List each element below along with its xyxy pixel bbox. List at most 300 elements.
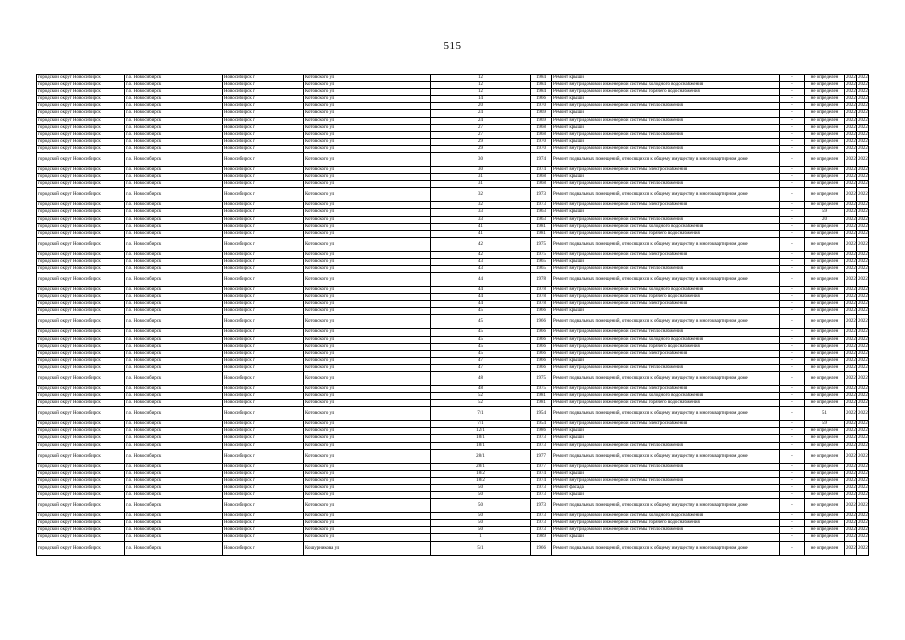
table-row: [37, 138, 869, 145]
start-year-cell: 2022: [846, 343, 856, 349]
mark-cell: -: [780, 463, 805, 470]
mark-cell: -: [780, 209, 805, 216]
street-cell: Котовского ул: [304, 153, 431, 167]
street-cell: Котовского ул: [304, 174, 431, 181]
area-cell: городской округ Новосибирск: [37, 273, 125, 287]
end-year-cell: 2022: [858, 89, 868, 95]
work-type-cell: Ремонт внутридомовой инженерной системы электроснабжения: [552, 301, 780, 308]
year-built-cell: 1966: [531, 343, 552, 350]
area-cell: городской округ Новосибирск: [37, 258, 125, 265]
urban-district-cell: г.о. Новосибирск: [125, 75, 223, 82]
urban-district-cell: г.о. Новосибирск: [125, 89, 223, 96]
year-built-cell: 1973: [531, 202, 552, 209]
table-row: [37, 421, 869, 428]
year-built-cell: 1966: [531, 329, 552, 336]
area-cell: городской округ Новосибирск: [37, 484, 125, 491]
end-year-cell: 2022: [858, 181, 868, 187]
area-cell: городской округ Новосибирск: [37, 209, 125, 216]
house-number-cell: 45: [431, 308, 531, 315]
area-cell: городской округ Новосибирск: [37, 82, 125, 89]
city-cell: Новосибирск г: [223, 449, 304, 463]
city-cell: Новосибирск г: [223, 428, 304, 435]
year-built-cell: 1989: [531, 534, 552, 541]
work-type-cell: Ремонт крыши: [552, 110, 780, 117]
city-cell: Новосибирск г: [223, 287, 304, 294]
table-row: [37, 315, 869, 329]
mark-cell: -: [780, 449, 805, 463]
mark-cell: -: [780, 265, 805, 272]
work-type-cell: Ремонт внутридомовой инженерной системы теплоснабжения: [552, 463, 780, 470]
end-year-cell: 2022: [858, 216, 868, 222]
mark-cell: -: [780, 258, 805, 265]
year-built-cell: 1968: [531, 174, 552, 181]
street-cell: Котовского ул: [304, 273, 431, 287]
start-year-cell: 2022: [846, 534, 856, 540]
area-cell: городской округ Новосибирск: [37, 527, 125, 534]
end-year-cell: 2022: [858, 301, 868, 307]
mark-cell: -: [780, 167, 805, 174]
house-number-cell: 31: [431, 174, 531, 181]
house-number-cell: 18/1: [431, 442, 531, 449]
mark-cell: -: [780, 287, 805, 294]
cost-cell: не определен: [805, 463, 845, 470]
year-built-cell: 1981: [531, 400, 552, 407]
table-row: [37, 357, 869, 364]
area-cell: городской округ Новосибирск: [37, 131, 125, 138]
urban-district-cell: г.о. Новосибирск: [125, 527, 223, 534]
urban-district-cell: г.о. Новосибирск: [125, 393, 223, 400]
house-number-cell: 33: [431, 209, 531, 216]
urban-district-cell: г.о. Новосибирск: [125, 308, 223, 315]
end-year-cell: 2022: [858, 527, 868, 533]
work-type-cell: Ремонт внутридомовой инженерной системы электроснабжения: [552, 350, 780, 357]
area-cell: городской округ Новосибирск: [37, 449, 125, 463]
year-built-cell: 1973: [531, 188, 552, 202]
street-cell: Котовского ул: [304, 442, 431, 449]
start-year-cell: 2022: [846, 103, 856, 109]
work-type-cell: Ремонт внутридомовой инженерной системы горячего водоснабжения: [552, 294, 780, 301]
end-year-cell: 2022: [858, 470, 868, 476]
street-cell: Котовского ул: [304, 329, 431, 336]
street-cell: Котовского ул: [304, 138, 431, 145]
year-built-cell: 1981: [531, 230, 552, 237]
end-year-cell: 2022: [858, 209, 868, 215]
urban-district-cell: г.о. Новосибирск: [125, 484, 223, 491]
work-type-cell: Ремонт внутридомовой инженерной системы холодного водоснабжения: [552, 513, 780, 520]
area-cell: городской округ Новосибирск: [37, 294, 125, 301]
work-type-cell: Ремонт внутридомовой инженерной системы горячего водоснабжения: [552, 400, 780, 407]
end-year-cell: 2022: [858, 124, 868, 130]
end-year-cell: 2022: [858, 138, 868, 144]
work-type-cell: Ремонт внутридомовой инженерной системы теплоснабжения: [552, 329, 780, 336]
end-year-cell: 2022: [857, 541, 869, 555]
start-year-cell: 2022: [846, 350, 856, 356]
end-year-cell: 2022: [857, 273, 869, 287]
end-year-cell: 2022: [858, 223, 868, 229]
house-number-cell: 41: [431, 223, 531, 230]
start-year-cell: 2022: [846, 138, 856, 144]
end-year-cell: 2022: [858, 145, 868, 151]
table-row: [37, 294, 869, 301]
start-year-cell: 2022: [846, 492, 856, 498]
start-year-cell: 2022: [846, 393, 856, 399]
city-cell: Новосибирск г: [223, 477, 304, 484]
start-year-cell: 2022: [846, 223, 856, 229]
work-type-cell: Ремонт внутридомовой инженерной системы горячего водоснабжения: [552, 230, 780, 237]
work-type-cell: Ремонт крыши: [552, 357, 780, 364]
mark-cell: -: [780, 329, 805, 336]
city-cell: Новосибирск г: [223, 230, 304, 237]
street-cell: Котовского ул: [304, 301, 431, 308]
work-type-cell: Ремонт подвальных помещений, относящихся к общему имуществу в многоквартирном доме: [552, 273, 780, 287]
city-cell: Новосибирск г: [223, 145, 304, 152]
mark-cell: -: [780, 117, 805, 124]
street-cell: Котовского ул: [304, 470, 431, 477]
area-cell: городской округ Новосибирск: [37, 520, 125, 527]
mark-cell: -: [780, 534, 805, 541]
work-type-cell: Ремонт крыши: [552, 534, 780, 541]
end-year-cell: 2022: [858, 520, 868, 526]
area-cell: городской округ Новосибирск: [37, 372, 125, 386]
year-built-cell: 1973: [531, 484, 552, 491]
work-type-cell: Ремонт крыши: [552, 96, 780, 103]
year-built-cell: 1963: [531, 209, 552, 216]
start-year-cell: 2022: [845, 449, 857, 463]
table-row: [37, 477, 869, 484]
cost-cell: не определен: [805, 329, 845, 336]
table-row: [37, 153, 869, 167]
work-type-cell: Ремонт внутридомовой инженерной системы теплоснабжения: [552, 477, 780, 484]
start-year-cell: 2022: [846, 167, 856, 173]
city-cell: Новосибирск г: [223, 484, 304, 491]
area-cell: городской округ Новосибирск: [37, 153, 125, 167]
work-type-cell: Ремонт внутридомовой инженерной системы горячего водоснабжения: [552, 343, 780, 350]
area-cell: городской округ Новосибирск: [37, 237, 125, 251]
end-year-cell: 2022: [858, 230, 868, 236]
mark-cell: -: [780, 153, 805, 167]
cost-cell: не определен: [805, 343, 845, 350]
house-number-cell: 27: [431, 124, 531, 131]
area-cell: городской округ Новосибирск: [37, 477, 125, 484]
area-cell: городской округ Новосибирск: [37, 188, 125, 202]
start-year-cell: 2022: [846, 527, 856, 533]
area-cell: городской округ Новосибирск: [37, 357, 125, 364]
urban-district-cell: г.о. Новосибирск: [125, 329, 223, 336]
urban-district-cell: г.о. Новосибирск: [125, 449, 223, 463]
start-year-cell: 2022: [846, 463, 856, 469]
house-number-cell: 42: [431, 251, 531, 258]
end-year-cell: 2022: [858, 336, 868, 342]
year-built-cell: 1984: [531, 75, 552, 82]
start-year-cell: 2022: [846, 75, 856, 80]
area-cell: городской округ Новосибирск: [37, 421, 125, 428]
urban-district-cell: г.о. Новосибирск: [125, 188, 223, 202]
house-number-cell: 44: [431, 287, 531, 294]
urban-district-cell: г.о. Новосибирск: [125, 442, 223, 449]
house-number-cell: 31: [431, 181, 531, 188]
city-cell: Новосибирск г: [223, 534, 304, 541]
work-type-cell: Ремонт внутридомовой инженерной системы электроснабжения: [552, 421, 780, 428]
table-row: [37, 188, 869, 202]
start-year-cell: 2022: [845, 499, 857, 513]
year-built-cell: 1966: [531, 315, 552, 329]
end-year-cell: 2022: [858, 428, 868, 434]
street-cell: Котовского ул: [304, 407, 431, 421]
urban-district-cell: г.о. Новосибирск: [125, 520, 223, 527]
area-cell: городской округ Новосибирск: [37, 103, 125, 110]
city-cell: Новосибирск г: [223, 96, 304, 103]
city-cell: Новосибирск г: [223, 520, 304, 527]
table-row: [37, 209, 869, 216]
table-row: [37, 329, 869, 336]
area-cell: городской округ Новосибирск: [37, 75, 125, 82]
street-cell: Котовского ул: [304, 103, 431, 110]
house-number-cell: 41: [431, 230, 531, 237]
cost-cell: не определен: [805, 265, 845, 272]
year-built-cell: 1978: [531, 273, 552, 287]
table-row: [37, 174, 869, 181]
start-year-cell: 2022: [846, 145, 856, 151]
area-cell: городской округ Новосибирск: [37, 167, 125, 174]
street-cell: Котовского ул: [304, 428, 431, 435]
mark-cell: -: [780, 251, 805, 258]
cost-cell: не определен: [805, 364, 845, 371]
street-cell: Котовского ул: [304, 357, 431, 364]
mark-cell: -: [780, 273, 805, 287]
year-built-cell: 1981: [531, 393, 552, 400]
city-cell: Новосибирск г: [223, 167, 304, 174]
house-number-cell: 47: [431, 357, 531, 364]
start-year-cell: 2022: [846, 301, 856, 307]
mark-cell: -: [780, 386, 805, 393]
city-cell: Новосибирск г: [223, 463, 304, 470]
house-number-cell: 44: [431, 301, 531, 308]
area-cell: городской округ Новосибирск: [37, 470, 125, 477]
house-number-cell: 7/1: [431, 421, 531, 428]
start-year-cell: 2022: [845, 153, 857, 167]
house-number-cell: 45: [431, 315, 531, 329]
house-number-cell: 45: [431, 329, 531, 336]
work-type-cell: Ремонт внутридомовой инженерной системы теплоснабжения: [552, 442, 780, 449]
work-type-cell: Ремонт крыши: [552, 124, 780, 131]
end-year-cell: 2022: [858, 82, 868, 88]
urban-district-cell: г.о. Новосибирск: [125, 534, 223, 541]
start-year-cell: 2022: [846, 287, 856, 293]
street-cell: Котовского ул: [304, 421, 431, 428]
mark-cell: -: [780, 357, 805, 364]
urban-district-cell: г.о. Новосибирск: [125, 357, 223, 364]
mark-cell: -: [780, 110, 805, 117]
cost-cell: не определен: [805, 82, 845, 89]
cost-cell: не определен: [805, 251, 845, 258]
year-built-cell: 1977: [531, 463, 552, 470]
year-built-cell: 1965: [531, 265, 552, 272]
city-cell: Новосибирск г: [223, 407, 304, 421]
city-cell: Новосибирск г: [223, 308, 304, 315]
start-year-cell: 2022: [846, 82, 856, 88]
table-row: [37, 82, 869, 89]
end-year-cell: 2022: [858, 308, 868, 314]
city-cell: Новосибирск г: [223, 393, 304, 400]
area-cell: городской округ Новосибирск: [37, 541, 125, 555]
house-number-cell: 52: [431, 400, 531, 407]
area-cell: городской округ Новосибирск: [37, 301, 125, 308]
urban-district-cell: г.о. Новосибирск: [125, 470, 223, 477]
mark-cell: -: [780, 541, 805, 555]
cost-cell: не определен: [805, 103, 845, 110]
mark-cell: -: [780, 400, 805, 407]
table-row: [37, 484, 869, 491]
start-year-cell: 2022: [846, 230, 856, 236]
table-row: [37, 393, 869, 400]
year-built-cell: 1968: [531, 181, 552, 188]
street-cell: Котовского ул: [304, 181, 431, 188]
house-number-cell: 43: [431, 258, 531, 265]
table-row: [37, 499, 869, 513]
city-cell: Новосибирск г: [223, 357, 304, 364]
mark-cell: -: [780, 315, 805, 329]
urban-district-cell: г.о. Новосибирск: [125, 350, 223, 357]
cost-cell: не определен: [805, 174, 845, 181]
area-cell: городской округ Новосибирск: [37, 428, 125, 435]
cost-cell: не определен: [805, 477, 845, 484]
cost-cell: не определен: [805, 96, 845, 103]
urban-district-cell: г.о. Новосибирск: [125, 386, 223, 393]
table-body: [37, 75, 869, 556]
area-cell: городской округ Новосибирск: [37, 223, 125, 230]
table-row: [37, 131, 869, 138]
area-cell: городской округ Новосибирск: [37, 534, 125, 541]
city-cell: Новосибирск г: [223, 513, 304, 520]
mark-cell: -: [780, 470, 805, 477]
area-cell: городской округ Новосибирск: [37, 350, 125, 357]
city-cell: Новосибирск г: [223, 188, 304, 202]
table-row: [37, 223, 869, 230]
year-built-cell: 1984: [531, 89, 552, 96]
urban-district-cell: г.о. Новосибирск: [125, 230, 223, 237]
table-row: [37, 110, 869, 117]
year-built-cell: 1963: [531, 216, 552, 223]
cost-cell: не определен: [805, 138, 845, 145]
mark-cell: -: [780, 188, 805, 202]
cost-cell: 20: [805, 216, 845, 223]
start-year-cell: 2022: [846, 477, 856, 483]
work-type-cell: Ремонт внутридомовой инженерной системы теплоснабжения: [552, 131, 780, 138]
area-cell: городской округ Новосибирск: [37, 315, 125, 329]
city-cell: Новосибирск г: [223, 103, 304, 110]
cost-cell: не определен: [805, 393, 845, 400]
table-row: [37, 442, 869, 449]
urban-district-cell: г.о. Новосибирск: [125, 513, 223, 520]
end-year-cell: 2022: [858, 534, 868, 540]
start-year-cell: 2022: [845, 273, 857, 287]
work-type-cell: Ремонт подвальных помещений, относящихся к общему имуществу в многоквартирном доме: [552, 372, 780, 386]
mark-cell: -: [780, 350, 805, 357]
mark-cell: -: [780, 435, 805, 442]
city-cell: Новосибирск г: [223, 202, 304, 209]
end-year-cell: 2022: [858, 258, 868, 264]
work-type-cell: Ремонт внутридомовой инженерной системы электроснабжения: [552, 251, 780, 258]
urban-district-cell: г.о. Новосибирск: [125, 407, 223, 421]
house-number-cell: 30: [431, 153, 531, 167]
city-cell: Новосибирск г: [223, 237, 304, 251]
year-built-cell: 1965: [531, 258, 552, 265]
cost-cell: не определен: [805, 435, 845, 442]
start-year-cell: 2022: [846, 435, 856, 441]
street-cell: Котовского ул: [304, 287, 431, 294]
cost-cell: не определен: [805, 336, 845, 343]
street-cell: Котовского ул: [304, 492, 431, 499]
year-built-cell: 1973: [531, 520, 552, 527]
work-type-cell: Ремонт подвальных помещений, относящихся к общему имуществу в многоквартирном доме: [552, 541, 780, 555]
end-year-cell: 2022: [858, 400, 868, 406]
start-year-cell: 2022: [846, 181, 856, 187]
work-type-cell: Ремонт крыши: [552, 492, 780, 499]
end-year-cell: 2022: [858, 294, 868, 300]
mark-cell: -: [780, 202, 805, 209]
year-built-cell: 1970: [531, 145, 552, 152]
mark-cell: -: [780, 477, 805, 484]
street-cell: Котовского ул: [304, 89, 431, 96]
start-year-cell: 2022: [846, 357, 856, 363]
end-year-cell: 2022: [858, 492, 868, 498]
urban-district-cell: г.о. Новосибирск: [125, 82, 223, 89]
mark-cell: -: [780, 174, 805, 181]
end-year-cell: 2022: [858, 110, 868, 116]
year-built-cell: 1966: [531, 350, 552, 357]
work-type-cell: Ремонт крыши: [552, 138, 780, 145]
cost-cell: не определен: [805, 117, 845, 124]
work-type-cell: Ремонт внутридомовой инженерной системы теплоснабжения: [552, 265, 780, 272]
cost-cell: не определен: [805, 372, 845, 386]
city-cell: Новосибирск г: [223, 251, 304, 258]
city-cell: Новосибирск г: [223, 117, 304, 124]
area-cell: городской округ Новосибирск: [37, 407, 125, 421]
street-cell: Котовского ул: [304, 393, 431, 400]
start-year-cell: 2022: [846, 513, 856, 519]
cost-cell: 59: [805, 421, 845, 428]
city-cell: Новосибирск г: [223, 89, 304, 96]
table-row: [37, 428, 869, 435]
table-row: [37, 258, 869, 265]
cost-cell: не определен: [805, 386, 845, 393]
city-cell: Новосибирск г: [223, 421, 304, 428]
area-cell: городской округ Новосибирск: [37, 400, 125, 407]
end-year-cell: 2022: [858, 421, 868, 427]
area-cell: городской округ Новосибирск: [37, 230, 125, 237]
urban-district-cell: г.о. Новосибирск: [125, 209, 223, 216]
mark-cell: -: [780, 343, 805, 350]
house-number-cell: 52: [431, 393, 531, 400]
area-cell: городской округ Новосибирск: [37, 463, 125, 470]
year-built-cell: 1968: [531, 124, 552, 131]
urban-district-cell: г.о. Новосибирск: [125, 174, 223, 181]
area-cell: городской округ Новосибирск: [37, 138, 125, 145]
year-built-cell: 1977: [531, 449, 552, 463]
table-row: [37, 75, 869, 82]
house-number-cell: 29: [431, 145, 531, 152]
work-type-cell: Ремонт крыши: [552, 209, 780, 216]
start-year-cell: 2022: [846, 470, 856, 476]
cost-cell: не определен: [805, 541, 845, 555]
urban-district-cell: г.о. Новосибирск: [125, 421, 223, 428]
urban-district-cell: г.о. Новосибирск: [125, 372, 223, 386]
house-number-cell: 32: [431, 202, 531, 209]
street-cell: Котовского ул: [304, 364, 431, 371]
cost-cell: не определен: [805, 315, 845, 329]
area-cell: городской округ Новосибирск: [37, 513, 125, 520]
cost-cell: не определен: [805, 202, 845, 209]
